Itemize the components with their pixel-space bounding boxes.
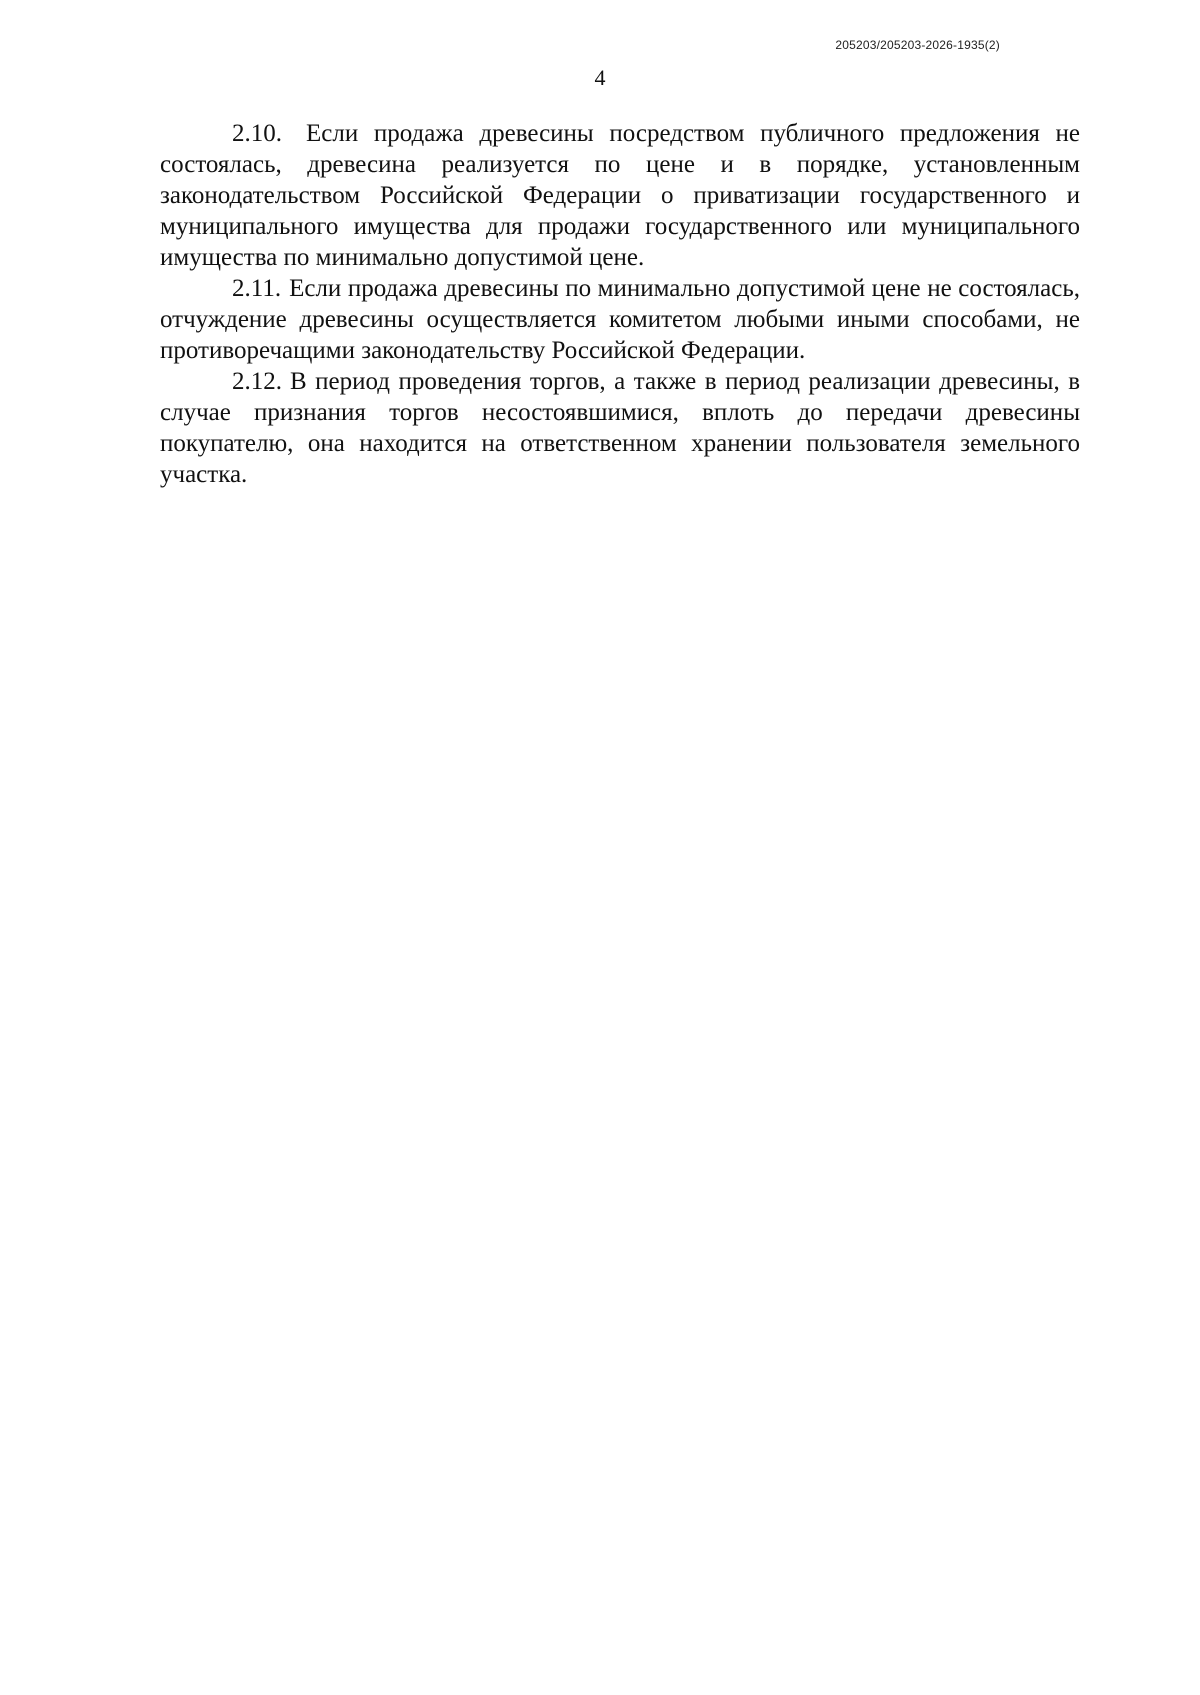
paragraph-text: Если продажа древесины посредством публичного предложения не состоялась, древесина реализуется по цене и в порядке, установленным законодательством Российской Федерации о приватизации государственного и муниципального имущества для продажи государственного или муниципального имущества по минимально допустимой цене.	[160, 120, 1080, 271]
paragraph-number: 2.12.	[232, 368, 282, 395]
paragraph-number: 2.11.	[232, 275, 282, 302]
document-body	[160, 118, 1080, 490]
paragraph-2-10	[160, 118, 1080, 273]
paragraph-2-12	[160, 366, 1080, 490]
paragraph-text: В период проведения торгов, а также в период реализации древесины, в случае признания торгов несостоявшимися, вплоть до передачи древесины покупателю, она находится на ответственном хранении пользователя земельного участка.	[160, 368, 1080, 488]
page-number: 4	[594, 65, 606, 90]
paragraph-2-11	[160, 273, 1080, 366]
paragraph-text: Если продажа древесины по минимально допустимой цене не состоялась, отчуждение древесины осуществляется комитетом любыми иными способами, не противоречащими законодательству Российской Федерации.	[160, 275, 1080, 364]
paragraph-number: 2.10.	[232, 120, 282, 147]
document-id: 205203/205203-2026-1935(2)	[835, 38, 1000, 52]
